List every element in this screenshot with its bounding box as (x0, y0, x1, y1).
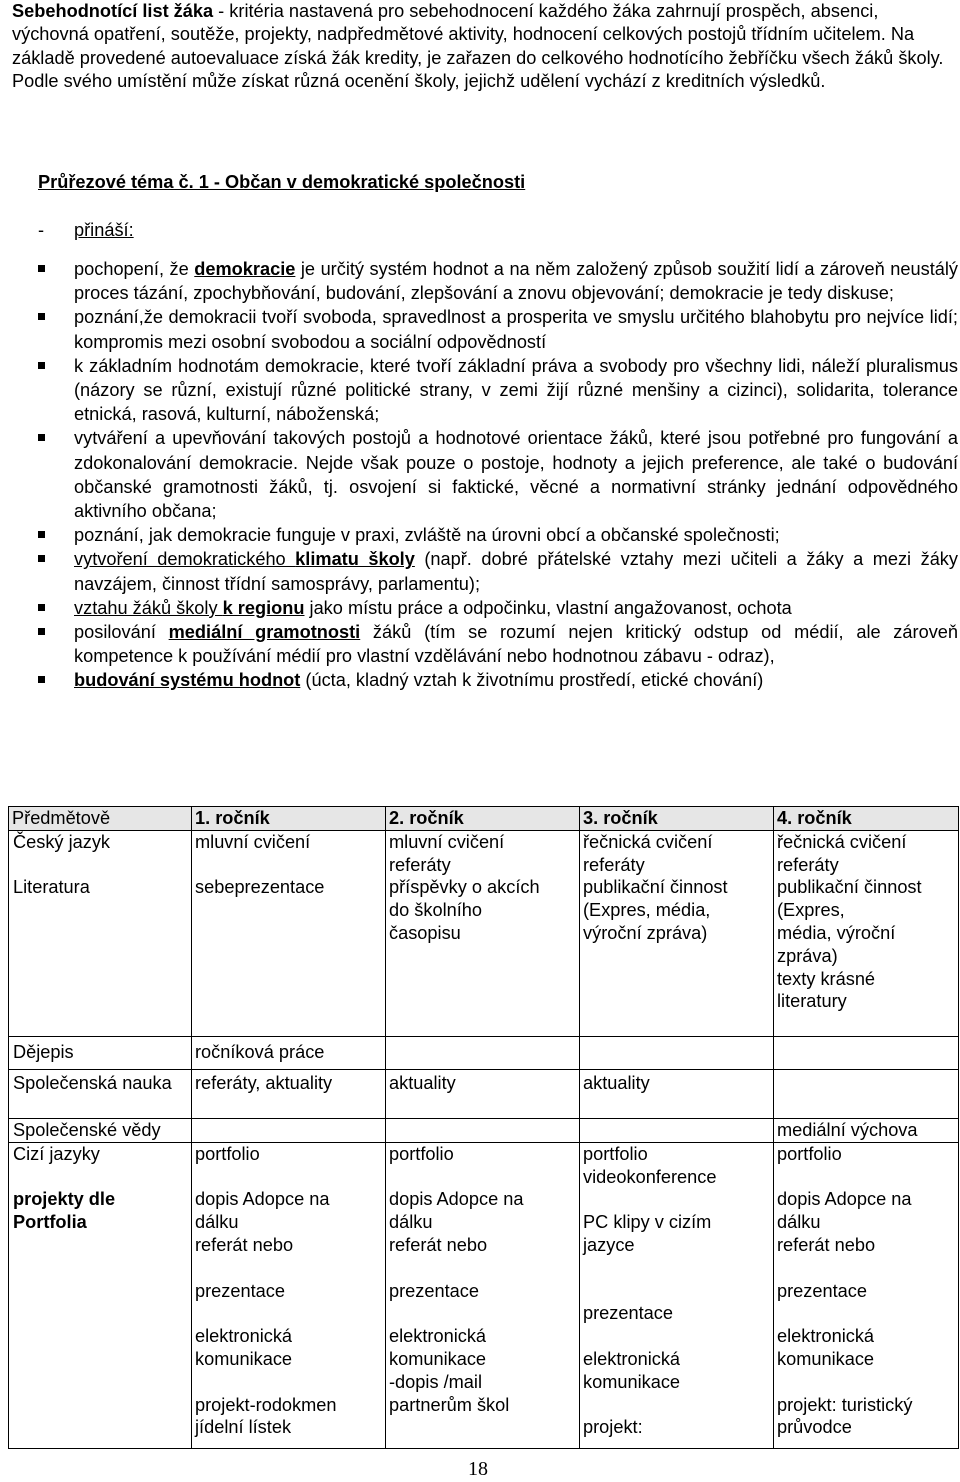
list-item (38, 596, 958, 620)
cell-line: příspěvky o akcích (389, 877, 540, 898)
intro-bold-lead: Sebehodnotící list žáka (12, 1, 214, 21)
cell-line: (Expres, média, (583, 900, 711, 921)
bullet-text: poznání,že demokracii tvoří svoboda, spravedlnost a prosperita ve smyslu určitého blahobytu pro nejvíce lidí; kompromis mezi osobní svobodou a sociální odpovědností (74, 307, 958, 352)
cell-line: dálku (777, 1212, 821, 1233)
header-cell: 4. ročník (774, 807, 959, 831)
cell-line (583, 1394, 770, 1417)
subject-cell (9, 1142, 192, 1448)
cell-line: PC klipy v cizím (583, 1212, 712, 1233)
bullet-emphasis: demokracie (194, 259, 296, 279)
cell-line: řečnická cvičení (583, 831, 713, 852)
cell-line: referáty (777, 854, 839, 875)
cell-line: portfolio (195, 1143, 260, 1164)
cell-line: řečnická cvičení (777, 831, 907, 852)
cell-line: literatury (777, 991, 847, 1012)
subject-name: Český jazyk (13, 831, 111, 852)
table-row (9, 1118, 959, 1142)
table-row (9, 830, 959, 1036)
cell-line: portfolio (777, 1143, 842, 1164)
list-item (38, 426, 958, 523)
table-cell (774, 1036, 959, 1069)
table-header-row (9, 807, 959, 831)
cell-line: partnerům škol (389, 1394, 510, 1415)
cell-line: referáty (583, 854, 645, 875)
cell-line: průvodce (777, 1417, 852, 1438)
table-cell: ročníková práce (192, 1036, 386, 1069)
cell-line: elektronická (583, 1348, 681, 1369)
cell-line: referáty (389, 854, 451, 875)
cell-line: dopis Adopce na (195, 1189, 330, 1210)
cell-line: prezentace (583, 1303, 673, 1324)
square-bullet-icon (38, 265, 45, 272)
cell-line: prezentace (389, 1280, 479, 1301)
table-cell: aktuality (580, 1069, 774, 1118)
cell-line (777, 1302, 955, 1325)
cell-line: texty krásné (777, 968, 876, 989)
square-bullet-icon (38, 676, 45, 683)
subjects-table (8, 806, 959, 1449)
cell-line (583, 1188, 770, 1211)
cell-line: média, výroční (777, 922, 896, 943)
cell-line: prezentace (195, 1280, 285, 1301)
dash: - (38, 220, 45, 240)
bullet-text: jako místu práce a odpočinku, vlastní angažovanost, ochota (304, 597, 792, 618)
bullet-emphasis: k regionu (222, 597, 305, 618)
square-bullet-icon (38, 555, 45, 562)
cell-line: prezentace (777, 1280, 867, 1301)
list-item (38, 305, 958, 353)
cell-line: komunikace (777, 1348, 875, 1369)
subject-name: projekty dle Portfolia (13, 1189, 116, 1233)
cell-line: projekt: (583, 1417, 643, 1438)
cell-line: sebeprezentace (195, 877, 325, 898)
cell-line: portfolio (389, 1143, 454, 1164)
subject-cell: Společenské vědy (9, 1118, 192, 1142)
cell-line: mluvní cvičení (389, 831, 505, 852)
bullet-emphasis: vytvoření demokratického (74, 549, 296, 570)
bullet-emphasis: vztahu žáků školy (74, 597, 223, 618)
cell-line: publikační činnost (583, 877, 728, 898)
table-cell: aktuality (386, 1069, 580, 1118)
bullet-text: (např. dobré přátelské vztahy mezi učiteli a žáky a mezi žáky navzájem, činnost třídní samosprávy, parlamentu); (74, 549, 958, 594)
cell-line: dálku (389, 1212, 433, 1233)
cell-line: referát nebo (777, 1234, 876, 1255)
subject-cell (9, 830, 192, 1036)
intro-paragraph (12, 0, 957, 94)
list-item (38, 257, 958, 305)
cell-line: (Expres, (777, 900, 845, 921)
table-row (9, 1142, 959, 1448)
cell-line: komunikace (195, 1348, 293, 1369)
list-item (38, 668, 958, 692)
square-bullet-icon (38, 434, 45, 441)
header-cell: 1. ročník (192, 807, 386, 831)
cell-line: projekt: turistický (777, 1394, 913, 1415)
cell-line (777, 1257, 955, 1280)
cell-line: -dopis /mail (389, 1371, 482, 1392)
bullet-text: (úcta, kladný vztah k životnímu prostředí, etické chování) (300, 670, 764, 691)
table-cell (774, 830, 959, 1036)
table-cell (580, 830, 774, 1036)
bullet-text: žáků (tím se rozumí nejen kritický odstup od médií, ale zároveň kompetence k používání médií pro vlastní vzdělávání nebo hodnotnou zábavu - odraz), (74, 622, 959, 667)
cell-line: elektronická (195, 1326, 293, 1347)
cell-line: elektronická (777, 1326, 875, 1347)
table-cell (192, 830, 386, 1036)
cell-line: dopis Adopce na (389, 1189, 524, 1210)
cell-line: projekt-rodokmen (195, 1394, 337, 1415)
cell-line: zpráva) (777, 945, 838, 966)
table-cell (580, 1118, 774, 1142)
cell-line (777, 1371, 955, 1394)
square-bullet-icon (38, 531, 45, 538)
page-number: 18 (468, 1458, 488, 1480)
cell-line: dálku (195, 1212, 239, 1233)
table-cell (192, 1118, 386, 1142)
cell-line: publikační činnost (777, 877, 922, 898)
list-item (38, 354, 958, 427)
cell-line (195, 1302, 382, 1325)
cell-line (195, 1166, 382, 1189)
cell-line (389, 1302, 576, 1325)
list-item (38, 523, 958, 547)
table-cell (774, 1142, 959, 1448)
square-bullet-icon (38, 604, 45, 611)
bullet-text: je určitý systém hodnot a na něm založený způsob soužití lidí a zároveň neustálý proces tázání, zpochybňování, budování, zlepšování a znovu objevování; demokracie je tedy diskuse; (74, 259, 959, 304)
table-cell: mediální výchova (774, 1118, 959, 1142)
cell-line (583, 1325, 770, 1348)
cell-line: komunikace (389, 1348, 487, 1369)
cell-line: jídelní lístek (195, 1417, 292, 1438)
cell-line (583, 1280, 770, 1303)
cell-line: referát nebo (389, 1234, 488, 1255)
bullet-text: vytváření a upevňování takových postojů a hodnotové orientace žáků, které jsou potřebné pro fungování a zdokonalování demokracie. Nejde však pouze o postoje, hodnoty a jejich preference, ale také o budování občanské gramotnosti žáků, tj. osvojení si faktické, věcné a normativní stránky jednání odpovědného aktivního občana; (74, 428, 958, 522)
bullet-emphasis: mediální gramotnosti (168, 622, 361, 643)
brings-line (38, 220, 134, 241)
cell-line: dopis Adopce na (777, 1189, 912, 1210)
table-row (9, 1036, 959, 1069)
header-cell: 2. ročník (386, 807, 580, 831)
table-cell (580, 1142, 774, 1448)
cell-line: portfolio (583, 1143, 648, 1164)
list-item (38, 620, 958, 668)
cell-line: výroční zpráva) (583, 922, 708, 943)
intro-text: - kritéria nastavená pro sebehodnocení každého žáka zahrnují prospěch, absenci, výchovná opatření, soutěže, projekty, nadpředmětové aktivity, hodnocení celkových postojů třídním učitelem. Na základě provedené autoevaluace získá žák kredity, je zařazen do celkového hodnotícího žebříčku všech žáků školy. Podle svého umístění může získat různá ocenění školy, jejichž udělení vychází z kreditních výsledků. (12, 1, 944, 92)
table-row (9, 1069, 959, 1118)
square-bullet-icon (38, 362, 45, 369)
bullet-list (38, 257, 958, 693)
list-item (38, 547, 958, 595)
bullet-emphasis: budování systému hodnot (74, 670, 301, 691)
cell-line: jazyce (583, 1234, 635, 1255)
brings-label: přináší: (74, 220, 134, 240)
cell-line (389, 1166, 576, 1189)
bullet-text: pochopení, že (74, 259, 195, 279)
cell-line (583, 1257, 770, 1280)
cell-line: videokonference (583, 1166, 717, 1187)
table-cell (386, 1118, 580, 1142)
cell-line (195, 1371, 382, 1394)
section-title: Průřezové téma č. 1 - Občan v demokratické společnosti (38, 172, 526, 192)
cell-line (389, 1257, 576, 1280)
subject-name: Cizí jazyky (13, 1143, 100, 1164)
header-cell: 3. ročník (580, 807, 774, 831)
subject-cell: Dějepis (9, 1036, 192, 1069)
table-cell (192, 1142, 386, 1448)
cell-line: časopisu (389, 922, 461, 943)
cell-line (195, 1257, 382, 1280)
cell-line: do školního (389, 900, 483, 921)
cell-line: referát nebo (195, 1234, 294, 1255)
subject-cell: Společenská nauka (9, 1069, 192, 1118)
bullet-emphasis: klimatu školy (295, 549, 415, 570)
cell-line: elektronická (389, 1326, 487, 1347)
cell-line (777, 1166, 955, 1189)
square-bullet-icon (38, 628, 45, 635)
bullet-text: poznání, jak demokracie funguje v praxi, zvláště na úrovni obcí a občanské společnosti; (74, 525, 780, 546)
subject-name: Literatura (13, 877, 90, 898)
header-cell: Předmětově (9, 807, 192, 831)
table-cell (386, 1036, 580, 1069)
cell-line: komunikace (583, 1371, 681, 1392)
square-bullet-icon (38, 313, 45, 320)
cell-line: mluvní cvičení (195, 831, 311, 852)
table-cell (774, 1069, 959, 1118)
table-cell (386, 830, 580, 1036)
bullet-text: k základním hodnotám demokracie, které tvoří základní práva a svobody pro všechny lidi, náleží pluralismus (názory se různí, existují různé politické strany, v zemi žijí různé menšiny a cizinci), solidarita, tolerance etnická, rasová, kulturní, náboženská; (74, 355, 958, 425)
table-cell (580, 1036, 774, 1069)
bullet-text: posilování (74, 622, 169, 643)
table-cell: referáty, aktuality (192, 1069, 386, 1118)
table-cell (386, 1142, 580, 1448)
